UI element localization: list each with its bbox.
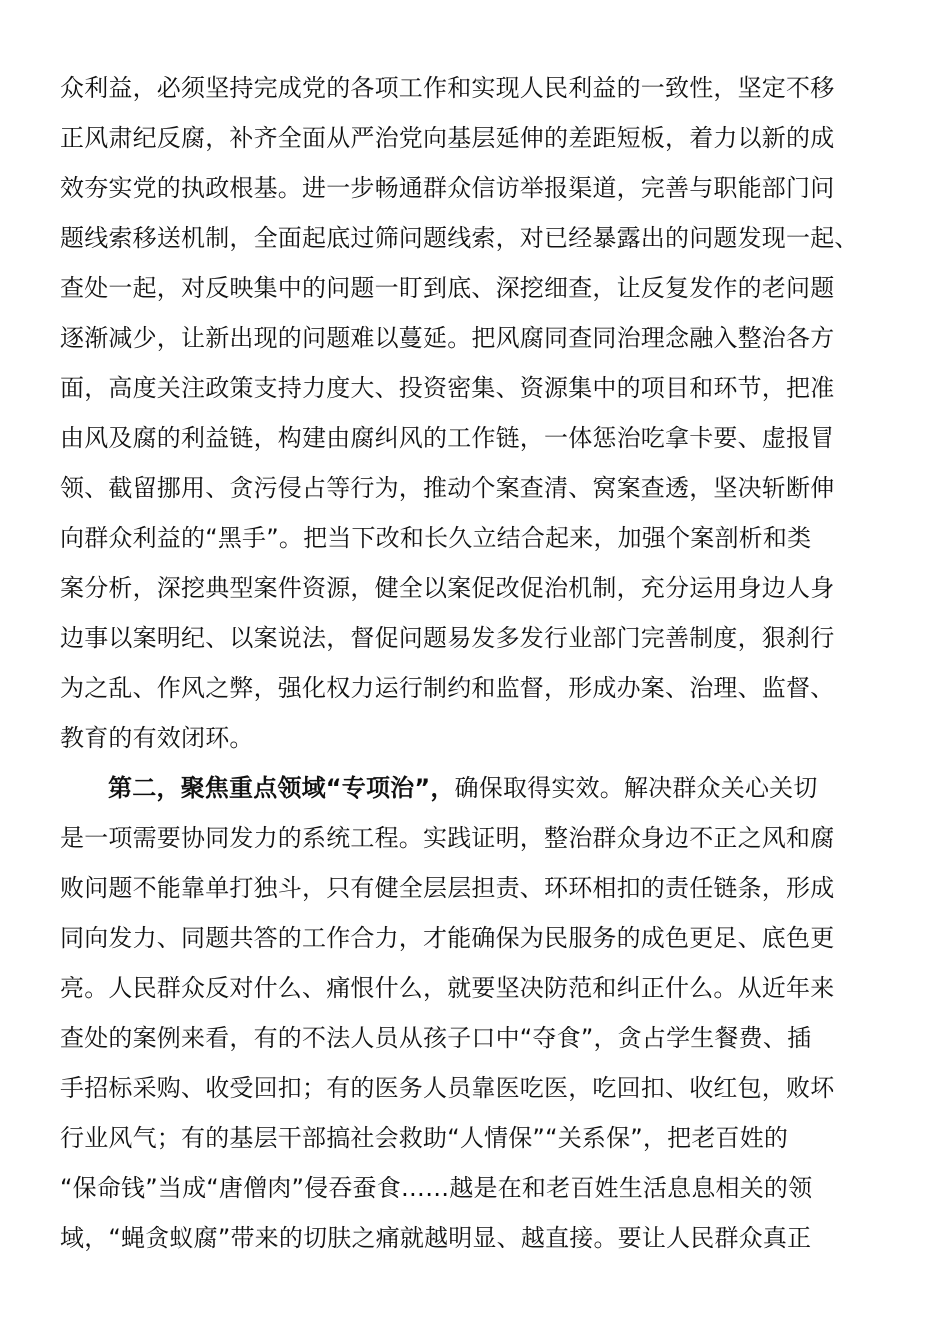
paragraph-line: 败问题不能靠单打独斗，只有健全层层担责、环环相扣的责任链条，形成 <box>60 874 835 902</box>
paragraph-line: 众利益，必须坚持完成党的各项工作和实现人民利益的一致性，坚定不移 <box>60 74 835 102</box>
paragraph-line: 领、截留挪用、贪污侵占等行为，推动个案查清、窝案查透，坚决斩断伸 <box>60 474 835 502</box>
paragraph-line: 题线索移送机制，全面起底过筛问题线索，对已经暴露出的问题发现一起、 <box>60 224 859 252</box>
paragraph-line: “保命钱”当成“唐僧肉”侵吞蚕食……越是在和老百姓生活息息相关的领 <box>60 1174 813 1202</box>
paragraph-line: 向群众利益的“黑手”。把当下改和长久立结合起来，加强个案剖析和类 <box>60 524 812 552</box>
paragraph-line: 亮。人民群众反对什么、痛恨什么，就要坚决防范和纠正什么。从近年来 <box>60 974 835 1002</box>
paragraph-line: 案分析，深挖典型案件资源，健全以案促改促治机制，充分运用身边人身 <box>60 574 835 602</box>
paragraph-line: 是一项需要协同发力的系统工程。实践证明，整治群众身边不正之风和腐 <box>60 824 835 852</box>
paragraph-line: 为之乱、作风之弊，强化权力运行制约和监督，形成办案、治理、监督、 <box>60 674 835 702</box>
paragraph-line: 逐渐减少，让新出现的问题难以蔓延。把风腐同查同治理念融入整治各方 <box>60 324 835 352</box>
paragraph-line: 由风及腐的利益链，构建由腐纠风的工作链，一体惩治吃拿卡要、虚报冒 <box>60 424 835 452</box>
paragraph-line: 手招标采购、收受回扣；有的医务人员靠医吃医，吃回扣、收红包，败坏 <box>60 1074 835 1102</box>
paragraph-line: 查处的案例来看，有的不法人员从孩子口中“夺食”，贪占学生餐费、插 <box>60 1024 812 1052</box>
paragraph-line: 行业风气；有的基层干部搞社会救助“人情保”“关系保”，把老百姓的 <box>60 1124 789 1152</box>
paragraph-line: 面，高度关注政策支持力度大、投资密集、资源集中的项目和环节，把准 <box>60 374 835 402</box>
paragraph-line: 域，“蝇贪蚁腐”带来的切肤之痛就越明显、越直接。要让人民群众真正 <box>60 1224 812 1252</box>
paragraph-text: 确保取得实效。解决群众关心关切 <box>454 774 818 802</box>
paragraph-first-line <box>108 768 890 808</box>
paragraph-line: 教育的有效闭环。 <box>60 724 254 752</box>
paragraph-line: 边事以案明纪、以案说法，督促问题易发多发行业部门完善制度，狠刹行 <box>60 624 835 652</box>
paragraph-line: 查处一起，对反映集中的问题一盯到底、深挖细查，让反复发作的老问题 <box>60 274 835 302</box>
paragraph-line: 正风肃纪反腐，补齐全面从严治党向基层延伸的差距短板，着力以新的成 <box>60 124 835 152</box>
section-heading: 第二，聚焦重点领域“专项治”， <box>108 774 455 802</box>
paragraph-line: 效夯实党的执政根基。进一步畅通群众信访举报渠道，完善与职能部门问 <box>60 174 835 202</box>
paragraph-line: 同向发力、同题共答的工作合力，才能确保为民服务的成色更足、底色更 <box>60 924 835 952</box>
